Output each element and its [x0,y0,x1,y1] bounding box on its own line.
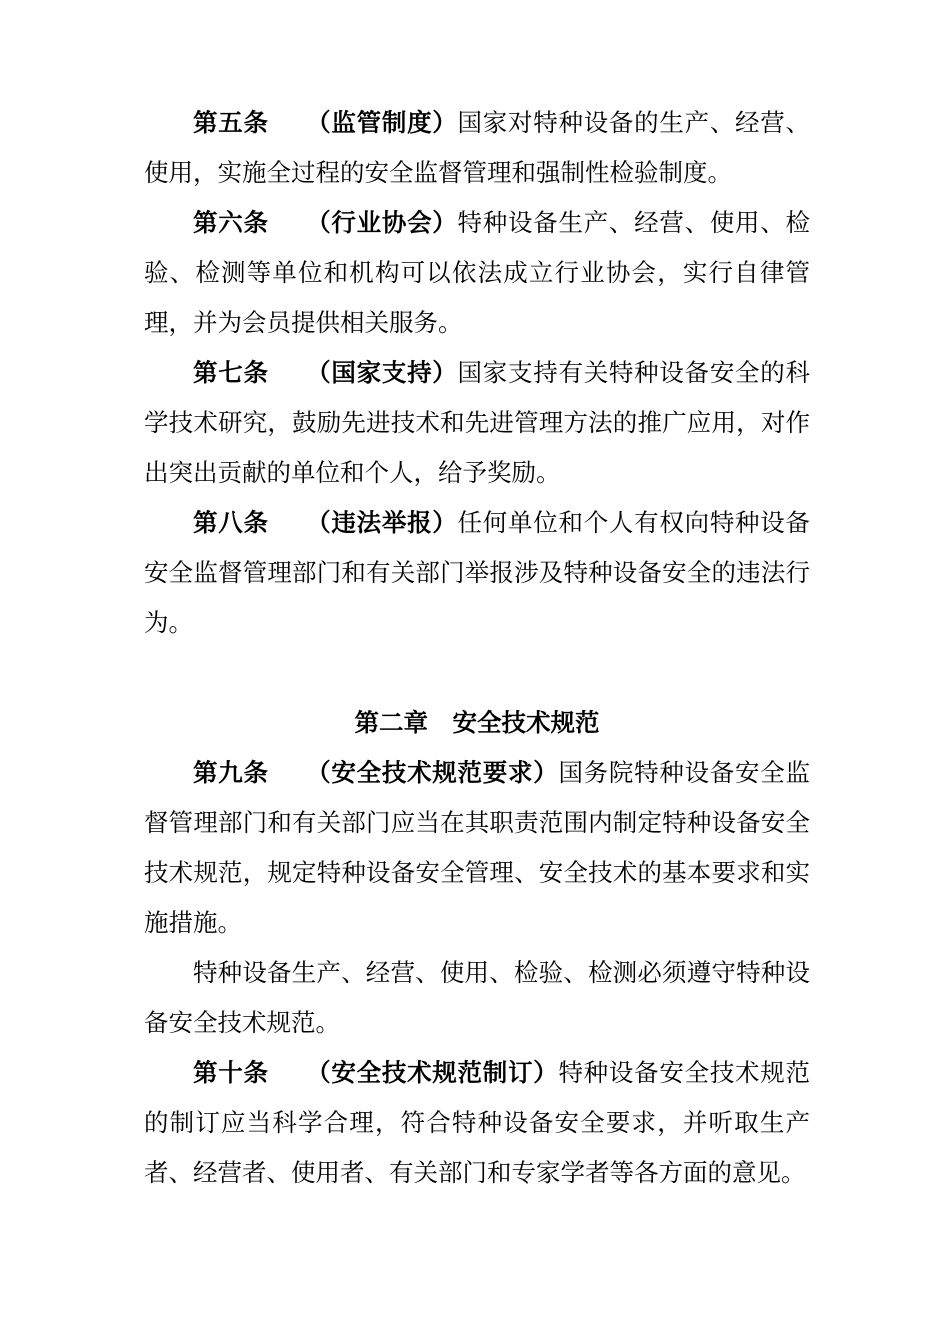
article-heading: （行业协会） [305,208,458,237]
article-heading: （安全技术规范制订） [305,1058,559,1087]
article-9-paragraph-2 [144,948,810,1048]
article-9 [144,748,810,948]
article-heading: （监管制度） [305,108,458,137]
article-label: 第六条 [193,208,269,237]
article-8 [144,498,810,648]
article-text: 国务院特种设备安全监督管理部门和有关部门应当在其职责范围内制定特种设备安全技术规范，规定特种设备安全管理、安全技术的基本要求和实施措施。 [144,758,811,937]
article-label: 第七条 [193,358,269,387]
article-label: 第九条 [193,758,269,787]
paragraph-text: 特种设备生产、经营、使用、检验、检测必须遵守特种设备安全技术规范。 [144,958,810,1037]
article-label: 第十条 [193,1058,269,1087]
chapter-heading [144,698,810,748]
article-10 [144,1048,810,1198]
article-heading: （国家支持） [305,358,458,387]
article-6 [144,198,810,348]
article-text: 国家对特种设备的生产、经营、使用，实施全过程的安全监督管理和强制性检验制度。 [144,108,811,187]
article-7 [144,348,810,498]
article-text: 任何单位和个人有权向特种设备安全监督管理部门和有关部门举报涉及特种设备安全的违法行为。 [144,508,811,637]
article-text: 国家支持有关特种设备安全的科学技术研究，鼓励先进技术和先进管理方法的推广应用，对作出突出贡献的单位和个人，给予奖励。 [144,358,811,487]
chapter-title: 安全技术规范 [452,708,600,737]
chapter-number: 第二章 [354,708,428,737]
article-text: 特种设备安全技术规范的制订应当科学合理，符合特种设备安全要求，并听取生产者、经营者、使用者、有关部门和专家学者等各方面的意见。 [144,1058,811,1187]
article-5 [144,98,810,198]
article-label: 第五条 [193,108,269,137]
article-heading: （违法举报） [305,508,458,537]
article-text: 特种设备生产、经营、使用、检验、检测等单位和机构可以依法成立行业协会，实行自律管理，并为会员提供相关服务。 [144,208,811,337]
article-label: 第八条 [193,508,269,537]
article-heading: （安全技术规范要求） [305,758,559,787]
